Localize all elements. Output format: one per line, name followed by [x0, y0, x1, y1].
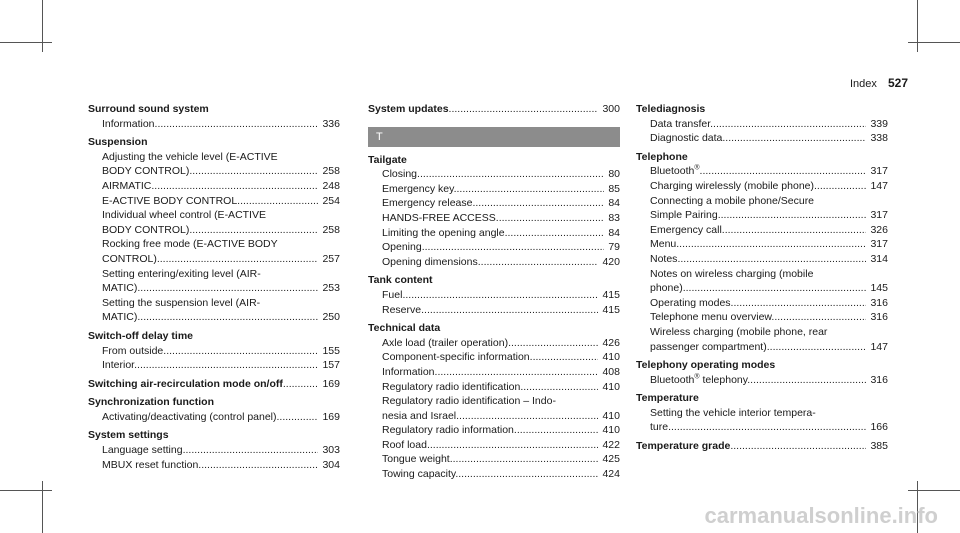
page-ref: 304 [322, 458, 340, 471]
index-entry[interactable]: From outside ..... 155 [88, 344, 340, 359]
index-heading: Tailgate [368, 153, 407, 166]
index-entry[interactable]: Notes ..... 314 [636, 252, 888, 267]
page-ref: 426 [602, 336, 620, 349]
index-entry[interactable]: Closing ..... 80 [368, 167, 620, 182]
index-heading: Temperature [636, 392, 699, 405]
index-entry[interactable]: Activating/deactivating (control panel) ..... 169 [88, 410, 340, 425]
index-entry[interactable]: BODY CONTROL) ..... 258 [88, 164, 340, 179]
page-ref: 253 [322, 282, 340, 295]
page-ref: 169 [322, 377, 340, 390]
page-ref: 250 [322, 311, 340, 324]
index-column-1 [88, 102, 340, 472]
index-entry[interactable]: Regulatory radio identification ..... 410 [368, 380, 620, 395]
page-ref: 408 [602, 365, 620, 378]
index-heading-entry[interactable]: System updates ..... 300 [368, 102, 620, 117]
index-entry-text: Setting entering/exiting level (AIR- [102, 267, 261, 280]
index-entry[interactable]: CONTROL) ..... 257 [88, 252, 340, 267]
page-ref: 84 [608, 197, 620, 210]
page-ref: 410 [602, 351, 620, 364]
index-entry[interactable]: Regulatory radio information ..... 410 [368, 423, 620, 438]
crop-mark [42, 0, 43, 52]
page-ref: 415 [602, 288, 620, 301]
page-header [850, 76, 908, 90]
page-ref: 316 [870, 296, 888, 309]
crop-mark [908, 42, 960, 43]
index-entry[interactable]: ture ..... 166 [636, 420, 888, 435]
index-entry[interactable]: MBUX reset function ..... 304 [88, 458, 340, 473]
header-label: Index [849, 78, 877, 90]
page-ref: 385 [870, 440, 888, 453]
page-ref: 258 [322, 223, 340, 236]
index-entry-text: Connecting a mobile phone/Secure [650, 194, 815, 207]
crop-mark [0, 490, 52, 491]
registered-mark: ® [694, 164, 700, 172]
index-entry[interactable]: Emergency call ..... 326 [636, 223, 888, 238]
page-ref: 147 [870, 340, 888, 353]
page-ref: 317 [870, 165, 888, 178]
index-entry[interactable]: Reserve ..... 415 [368, 303, 620, 318]
page-ref: 155 [322, 344, 340, 357]
index-entry-text: Rocking free mode (E-ACTIVE BODY [102, 238, 278, 251]
index-heading: Telephony operating modes [636, 359, 776, 372]
index-entry[interactable]: Axle load (trailer operation) ..... 426 [368, 336, 620, 351]
page-ref: 258 [322, 165, 340, 178]
page-ref: 314 [870, 252, 888, 265]
index-entry[interactable]: Interior ..... 157 [88, 358, 340, 373]
index-entry[interactable]: Information ..... 408 [368, 365, 620, 380]
index-entry[interactable]: E-ACTIVE BODY CONTROL ..... 254 [88, 194, 340, 209]
page-ref: 80 [608, 168, 620, 181]
index-entry[interactable]: AIRMATIC ..... 248 [88, 179, 340, 194]
page-ref: 317 [870, 238, 888, 251]
index-entry[interactable]: Bluetooth® telephony ..... 316 [636, 373, 888, 388]
page-ref: 422 [602, 438, 620, 451]
page-ref: 410 [602, 380, 620, 393]
page-ref: 425 [602, 453, 620, 466]
index-entry[interactable]: Menu ..... 317 [636, 237, 888, 252]
crop-mark [917, 0, 918, 52]
page-ref: 415 [602, 303, 620, 316]
watermark: carmanualsonline.info [704, 503, 938, 528]
page-ref: 316 [870, 373, 888, 386]
page-ref: 420 [602, 255, 620, 268]
index-entry[interactable]: Tongue weight ..... 425 [368, 452, 620, 467]
index-heading: Synchronization function [88, 396, 214, 409]
index-entry-text: Setting the suspension level (AIR- [102, 296, 261, 309]
page-ref: 424 [602, 468, 620, 481]
page-ref: 303 [322, 444, 340, 457]
index-column-3 [636, 102, 888, 454]
index-entry[interactable]: Component-specific information ..... 410 [368, 350, 620, 365]
index-entry[interactable]: passenger compartment) ..... 147 [636, 340, 888, 355]
index-heading-entry[interactable]: Temperature grade ..... 385 [636, 439, 888, 454]
index-entry[interactable]: Bluetooth® ..... 317 [636, 164, 888, 179]
page-ref: 316 [870, 311, 888, 324]
crop-mark [42, 481, 43, 533]
page-ref: 410 [602, 409, 620, 422]
index-entry[interactable]: MATIC) ..... 250 [88, 310, 340, 325]
index-entry-text: Individual wheel control (E-ACTIVE [102, 209, 266, 222]
page-ref: 317 [870, 209, 888, 222]
page-ref: 147 [870, 179, 888, 192]
index-heading: Surround sound system [88, 103, 209, 115]
index-heading: System settings [88, 429, 169, 442]
page-ref: 79 [608, 241, 620, 254]
index-entry-text: Wireless charging (mobile phone, rear [650, 325, 828, 338]
page-ref: 145 [870, 282, 888, 295]
page-ref: 410 [602, 424, 620, 437]
index-heading: Telephone [636, 150, 688, 163]
page-ref: 84 [608, 226, 620, 239]
index-heading: Telediagnosis [636, 103, 706, 115]
index-heading: Suspension [88, 136, 148, 149]
page-ref: 83 [608, 211, 620, 224]
index-entry-text: Setting the vehicle interior tempera- [650, 406, 816, 419]
index-heading-entry[interactable]: Switching air-recirculation mode on/off ..... 169 [88, 377, 340, 392]
index-entry[interactable]: Opening ..... 79 [368, 240, 620, 255]
crop-mark [908, 490, 960, 491]
index-column-2 [368, 102, 620, 482]
index-entry[interactable]: HANDS-FREE ACCESS ..... 83 [368, 211, 620, 226]
page-number: 527 [887, 76, 908, 90]
index-entry[interactable]: Opening dimensions ..... 420 [368, 255, 620, 270]
index-entry-text: Notes on wireless charging (mobile [650, 267, 814, 280]
index-entry[interactable]: Roof load ..... 422 [368, 438, 620, 453]
page-ref: 339 [870, 117, 888, 130]
page-ref: 257 [322, 252, 340, 265]
index-entry[interactable]: Towing capacity ..... 424 [368, 467, 620, 482]
registered-mark: ® [694, 373, 700, 381]
index-entry[interactable]: Simple Pairing ..... 317 [636, 208, 888, 223]
index-entry[interactable]: Emergency release ..... 84 [368, 196, 620, 211]
index-entry[interactable]: MATIC) ..... 253 [88, 281, 340, 296]
page-ref: 326 [870, 223, 888, 236]
index-entry[interactable]: Diagnostic data ..... 338 [636, 131, 888, 146]
index-entry[interactable]: Telephone menu overview ..... 316 [636, 310, 888, 325]
index-heading: Switch-off delay time [88, 329, 194, 342]
index-entry-text: Adjusting the vehicle level (E-ACTIVE [102, 150, 278, 163]
page-ref: 169 [322, 410, 340, 423]
page-ref: 336 [322, 117, 340, 130]
index-entry[interactable]: Language setting ..... 303 [88, 443, 340, 458]
index-entry[interactable]: phone) ..... 145 [636, 281, 888, 296]
page-ref: 166 [870, 421, 888, 434]
index-entry[interactable]: Data transfer ..... 339 [636, 117, 888, 132]
index-entry[interactable]: Operating modes ..... 316 [636, 296, 888, 311]
index-entry[interactable]: Information ..... 336 [88, 117, 340, 132]
crop-mark [0, 42, 52, 43]
index-entry[interactable]: BODY CONTROL) ..... 258 [88, 223, 340, 238]
page-ref: 300 [602, 103, 620, 115]
page-ref: 157 [322, 359, 340, 372]
index-heading: Tank content [368, 274, 433, 287]
index-entry[interactable]: Charging wirelessly (mobile phone) ..... 147 [636, 179, 888, 194]
index-entry[interactable]: Fuel ..... 415 [368, 288, 620, 303]
index-heading: Technical data [368, 322, 441, 335]
index-entry-text: Regulatory radio identification – Indo- [382, 395, 556, 408]
index-entry[interactable]: Emergency key ..... 85 [368, 182, 620, 197]
page-ref: 85 [608, 182, 620, 195]
page-ref: 248 [322, 179, 340, 192]
page-ref: 254 [322, 194, 340, 207]
letter-divider: T [368, 127, 620, 147]
page-ref: 338 [870, 132, 888, 145]
index-entry[interactable]: Limiting the opening angle ..... 84 [368, 226, 620, 241]
index-entry[interactable]: nesia and Israel ..... 410 [368, 409, 620, 424]
